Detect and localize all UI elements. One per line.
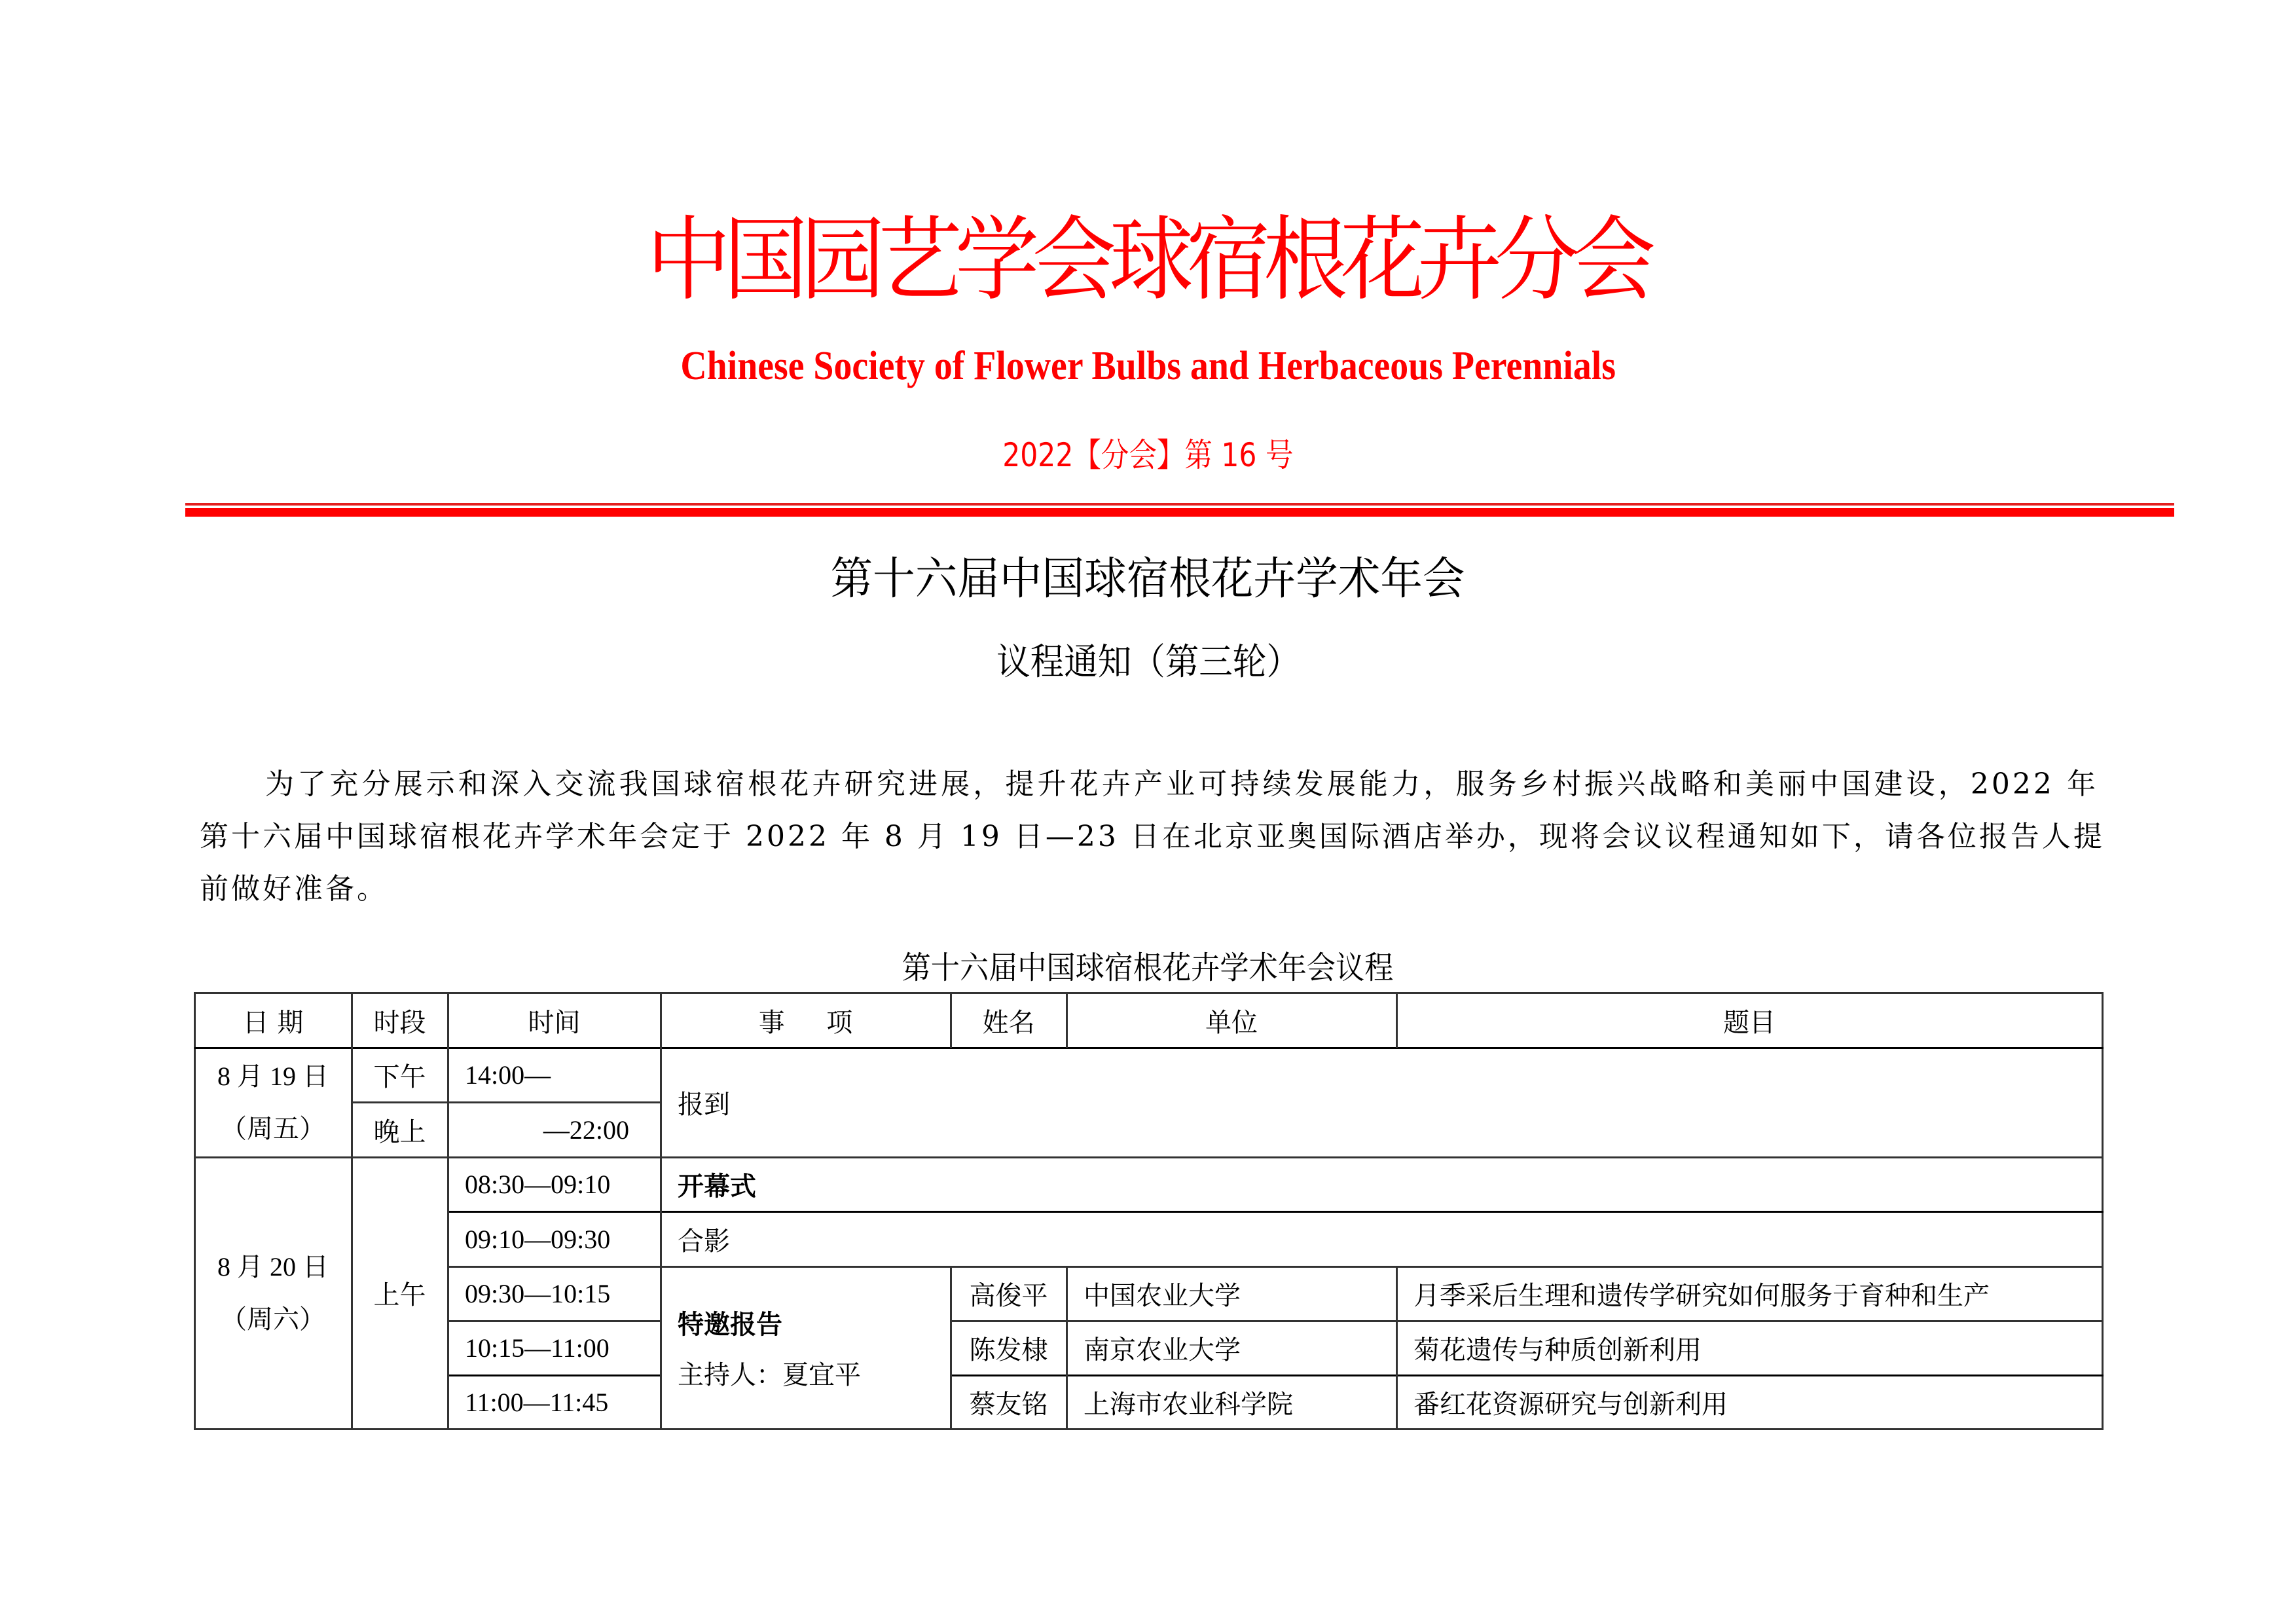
day2-row-divider-4b [951, 1375, 2104, 1376]
header-topic: 题目 [1723, 1007, 1776, 1038]
talk-topic-3: 番红花资源研究与创新利用 [1413, 1389, 1728, 1420]
header-name: 姓名 [982, 1007, 1035, 1038]
col-divider-5-header [1066, 992, 1068, 1048]
day2-time-1: 08:30—09:10 [465, 1170, 611, 1199]
intro-paragraph [200, 758, 2105, 915]
day1-period-evening: 晚上 [373, 1116, 426, 1147]
col-divider-1 [351, 992, 353, 1430]
header-rule-thin [185, 503, 2174, 506]
header-unit: 单位 [1205, 1007, 1258, 1038]
day1-time-start: 14:00— [465, 1060, 551, 1090]
col-divider-6-header [1396, 992, 1398, 1048]
day2-item-opening: 开幕式 [678, 1172, 756, 1202]
col-divider-4-body [950, 1266, 952, 1430]
speaker-unit-1: 中国农业大学 [1084, 1281, 1241, 1311]
header-rule-thick [185, 508, 2174, 517]
speaker-name-3: 蔡友铭 [969, 1389, 1048, 1420]
header-divider [194, 1047, 2104, 1049]
speaker-name-2: 陈发棣 [969, 1335, 1048, 1365]
day2-date: 8 月 20 日 [217, 1251, 329, 1282]
col-divider-6-body [1396, 1266, 1398, 1430]
col-divider-5-body [1066, 1266, 1068, 1430]
day2-row-divider-1 [448, 1211, 2104, 1213]
table-border-top [194, 992, 2104, 994]
day2-row-divider-3b [951, 1320, 2104, 1322]
intro-line-1: 为了充分展示和深入交流我国球宿根花卉研究进展，提升花卉产业可持续发展能力，服务乡村振兴战略和美丽中国建设，2022 年 [265, 767, 2098, 801]
header-item: 事 项 [758, 1007, 853, 1038]
session-label: 特邀报告 [678, 1310, 782, 1340]
day1-time-end: —22:00 [543, 1115, 629, 1145]
talk-topic-2: 菊花遗传与种质创新利用 [1413, 1335, 1702, 1365]
speaker-unit-3: 上海市农业科学院 [1084, 1389, 1293, 1420]
session-host: 主持人：夏宜平 [678, 1360, 861, 1390]
header-period: 时段 [373, 1007, 426, 1038]
org-name-cn: 中国园艺学会球宿根花卉分会 [647, 207, 1649, 314]
speaker-unit-2: 南京农业大学 [1084, 1335, 1241, 1365]
day1-period-afternoon: 下午 [373, 1062, 426, 1092]
day1-item-registration: 报到 [678, 1090, 730, 1120]
col-divider-3 [660, 992, 662, 1430]
notice-subtitle: 议程通知（第三轮） [996, 641, 1300, 684]
table-border-left [194, 992, 196, 1430]
day2-time-2: 09:10—09:30 [465, 1224, 611, 1254]
org-name-en: Chinese Society of Flower Bulbs and Herbaceous Perennials [680, 344, 1616, 388]
day2-weekday: （周六） [221, 1304, 325, 1334]
col-divider-4-header [950, 992, 952, 1048]
speaker-name-1: 高俊平 [969, 1281, 1048, 1311]
day2-date-cell [194, 1157, 352, 1429]
day1-row-divider [352, 1101, 661, 1103]
header-time: 时间 [528, 1007, 581, 1038]
intro-line-2: 第十六届中国球宿根花卉学术年会定于 2022 年 8 月 19 日—23 日在北京亚奥国际酒店举办，现将会议议程通知如下，请各位报告人提 [200, 820, 2105, 853]
day2-time-5: 11:00—11:45 [465, 1387, 609, 1417]
notice-title: 第十六届中国球宿根花卉学术年会 [830, 553, 1465, 605]
day2-item-photo: 合影 [678, 1226, 730, 1257]
day1-weekday: （周五） [221, 1113, 325, 1143]
day2-time-3: 09:30—10:15 [465, 1279, 611, 1308]
talk-topic-1: 月季采后生理和遗传学研究如何服务于育种和生产 [1413, 1281, 1990, 1311]
day1-date-cell [194, 1048, 352, 1157]
day2-session-cell [661, 1266, 951, 1429]
header-date: 日 期 [242, 1007, 304, 1038]
agenda-title: 第十六届中国球宿根花卉学术年会议程 [902, 950, 1394, 986]
table-border-bottom [194, 1428, 2104, 1430]
col-divider-2 [447, 992, 449, 1430]
day2-row-divider-3a [448, 1320, 661, 1322]
day2-time-4: 10:15—11:00 [465, 1333, 610, 1363]
day1-date: 8 月 19 日 [217, 1061, 329, 1091]
day2-row-divider-4a [448, 1375, 661, 1376]
day-divider [194, 1156, 2104, 1158]
day2-period-morning: 上午 [373, 1280, 426, 1310]
issue-number: 2022【分会】第 16 号 [1002, 436, 1294, 474]
intro-line-3: 前做好准备。 [200, 872, 388, 906]
day2-row-divider-2 [448, 1266, 2104, 1268]
